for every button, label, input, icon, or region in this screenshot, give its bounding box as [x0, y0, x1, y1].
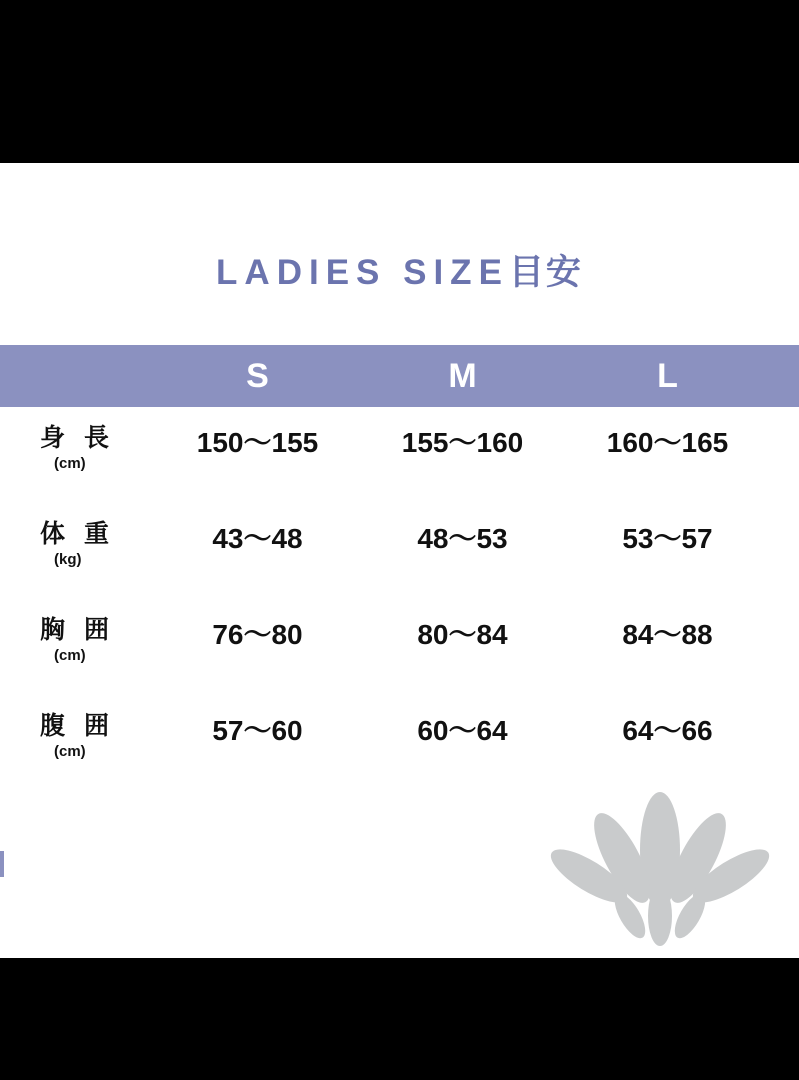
row-label-weight: [40, 521, 160, 568]
row-label-waist: [40, 713, 160, 760]
page-title-jp: 目安: [508, 253, 583, 292]
row-label-text: 腹 囲: [40, 712, 115, 740]
row-label-text: 体 重: [40, 520, 115, 548]
table-cell: 43〜48: [212, 523, 303, 554]
row-label-text: 身 長: [40, 424, 115, 452]
table-cell: 160〜165: [606, 427, 729, 458]
table-header-row: [0, 345, 799, 407]
table-body: [0, 407, 799, 791]
row-label-unit: (cm): [54, 742, 86, 760]
table-cell: 76〜80: [212, 619, 303, 650]
table-cell: 155〜160: [401, 427, 524, 458]
table-cell: 80〜84: [417, 619, 508, 650]
row-label-unit: (cm): [54, 646, 86, 664]
table-cell: 64〜66: [622, 715, 713, 746]
table-column-header-s: S: [246, 357, 269, 395]
table-row: [0, 599, 799, 695]
table-cell: 60〜64: [417, 715, 508, 746]
row-label-unit: (kg): [54, 550, 82, 568]
table-cell: 150〜155: [196, 427, 319, 458]
row-label-text: 胸 囲: [40, 616, 115, 644]
table-row: [0, 503, 799, 599]
edge-accent-mark: [0, 851, 4, 877]
table-column-header-l: L: [657, 357, 678, 395]
page-title: [0, 245, 799, 295]
lotus-flower-icon: [545, 758, 775, 948]
table-cell: 53〜57: [622, 523, 713, 554]
table-row: [0, 407, 799, 503]
table-cell: 84〜88: [622, 619, 713, 650]
row-label-bust: [40, 617, 160, 664]
table-cell: 48〜53: [417, 523, 508, 554]
row-label-height: [40, 425, 160, 472]
row-label-unit: (cm): [54, 454, 86, 472]
size-chart-card: [0, 163, 799, 958]
page-title-main: LADIES SIZE: [216, 253, 509, 292]
table-column-header-m: M: [448, 357, 477, 395]
table-cell: 57〜60: [212, 715, 303, 746]
